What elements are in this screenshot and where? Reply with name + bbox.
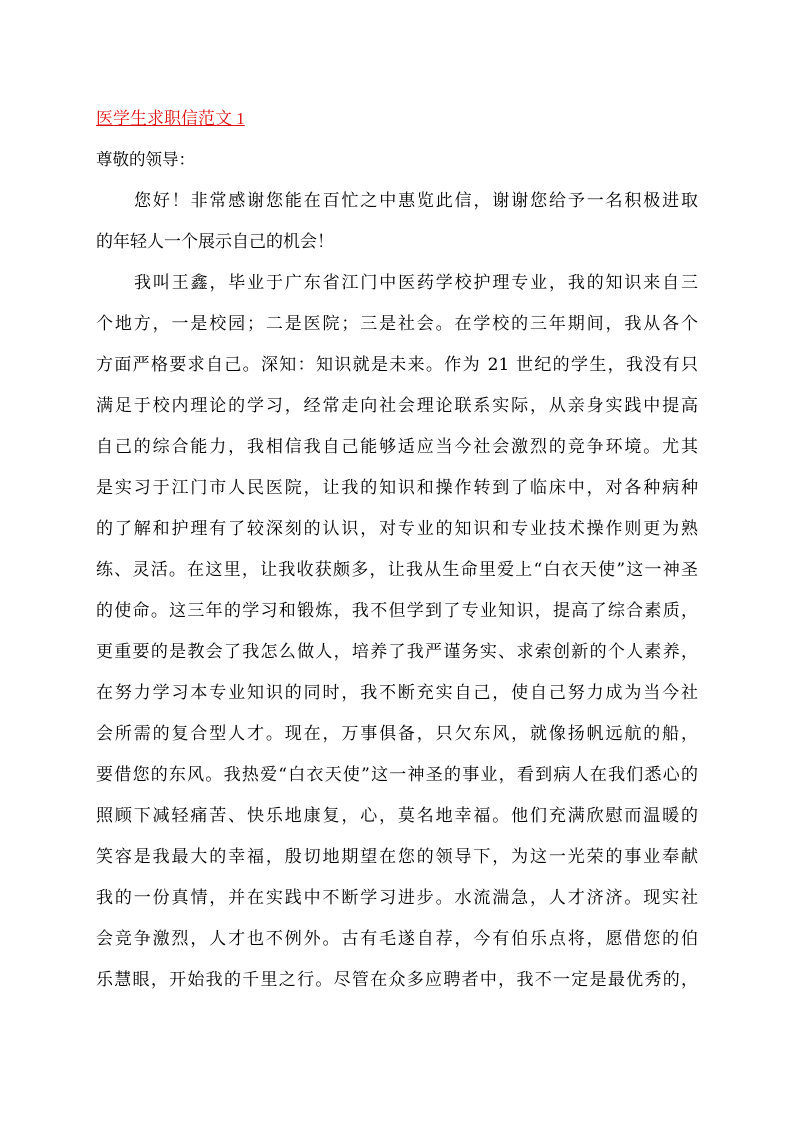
- body-line: 满足于校内理论的学习，经常走向社会理论联系实际，从亲身实践中提高: [96, 396, 698, 416]
- salutation: 尊敬的领导：: [96, 150, 195, 169]
- body-line: 方面严格要求自己。深知：知识就是未来。作为 21 世纪的学生，我没有只: [96, 355, 698, 375]
- body-line: 个地方，一是校园；二是医院；三是社会。在学校的三年期间，我从各个: [96, 314, 698, 334]
- body-line: 自己的综合能力，我相信我自己能够适应当今社会激烈的竞争环境。尤其: [96, 437, 698, 457]
- body-line: 是实习于江门市人民医院，让我的知识和操作转到了临床中，对各种病种: [96, 478, 698, 498]
- body-line: 会所需的复合型人才。现在，万事俱备，只欠东风，就像扬帆远航的船，: [96, 724, 698, 744]
- body-line: 练、灵活。在这里，让我收获颇多，让我从生命里爱上“白衣天使”这一神圣: [96, 560, 698, 580]
- body-line: 要借您的东风。我热爱“白衣天使”这一神圣的事业，看到病人在我们悉心的: [96, 765, 698, 785]
- body-line: 的使命。这三年的学习和锻炼，我不但学到了专业知识，提高了综合素质，: [96, 601, 698, 621]
- body-line: 笑容是我最大的幸福，殷切地期望在您的领导下，为这一光荣的事业奉献: [96, 847, 698, 867]
- body-line: 我的一份真情，并在实践中不断学习进步。水流湍急，人才济济。现实社: [96, 888, 698, 908]
- body-line: 您好！非常感谢您能在百忙之中惠览此信，谢谢您给予一名积极进取: [134, 191, 698, 211]
- body-line: 的年轻人一个展示自己的机会！: [96, 232, 334, 252]
- body-line: 的了解和护理有了较深刻的认识，对专业的知识和专业技术操作则更为熟: [96, 519, 698, 539]
- document-title: 医学生求职信范文 1: [96, 109, 245, 128]
- body-line: 在努力学习本专业知识的同时，我不断充实自己，使自己努力成为当今社: [96, 683, 698, 703]
- body-line: 会竞争激烈，人才也不例外。古有毛遂自荐，今有伯乐点将，愿借您的伯: [96, 929, 698, 949]
- body-line: 照顾下减轻痛苦、快乐地康复，心，莫名地幸福。他们充满欣慰而温暖的: [96, 806, 698, 826]
- body-line: 我叫王鑫，毕业于广东省江门中医药学校护理专业，我的知识来自三: [134, 273, 698, 293]
- body-line: 更重要的是教会了我怎么做人，培养了我严谨务实、求索创新的个人素养，: [96, 642, 698, 662]
- body-line: 乐慧眼，开始我的千里之行。尽管在众多应聘者中，我不一定是最优秀的，: [96, 970, 698, 990]
